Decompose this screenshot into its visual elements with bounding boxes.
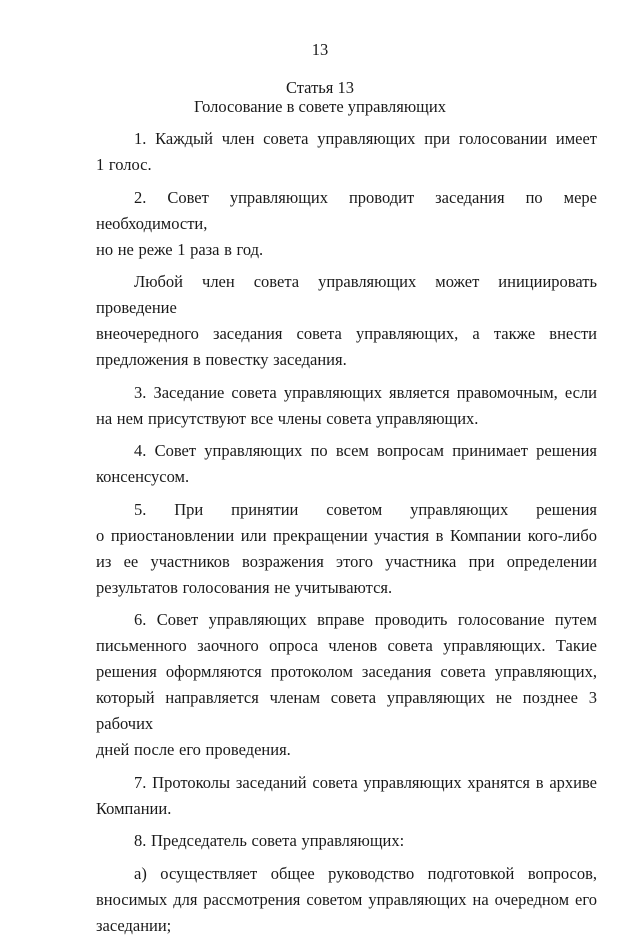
paragraph-5-line-2: о приостановлении или прекращении участия в Компании кого-либо [96, 525, 597, 545]
paragraph-2c-line-1: Любой член совета управляющих может инициировать проведение [96, 272, 597, 317]
paragraph-8-line-1: 8. Председатель совета управляющих: [134, 831, 405, 850]
paragraph-4-line-2: консенсусом. [96, 467, 190, 486]
paragraph-5 [96, 497, 597, 601]
paragraph-8 [96, 828, 597, 854]
paragraph-5-line-1: 5. При принятии советом управляющих решения [134, 499, 597, 519]
paragraph-4 [96, 438, 597, 490]
article-title: Голосование в совете управляющих [194, 97, 446, 116]
paragraph-8a-line-1: а) осуществляет общее руководство подготовкой вопросов, [134, 863, 597, 883]
paragraph-7-line-2: Компании. [96, 798, 172, 818]
article-body [96, 126, 597, 945]
paragraph-5-line-4: результатов голосования не учитываются. [96, 577, 393, 597]
paragraph-2 [96, 185, 597, 263]
paragraph-1-line-1: 1. Каждый член совета управляющих при голосовании имеет [134, 129, 597, 148]
paragraph-2c-line-3: предложения в повестку заседания. [96, 350, 347, 369]
paragraph-2-line-1: 2. Совет управляющих проводит заседания по мере необходимости, [96, 187, 597, 233]
paragraph-6-line-4: который направляется членам совета управляющих не позднее 3 рабочих [96, 688, 597, 733]
page-number: 13 [311, 40, 329, 59]
paragraph-8a [96, 861, 597, 939]
paragraph-6-line-5: дней после его проведения. [96, 740, 291, 759]
paragraph-1-line-2: 1 голос. [96, 155, 152, 174]
paragraph-1 [96, 126, 597, 178]
paragraph-6 [96, 607, 597, 763]
paragraph-4-line-1: 4. Совет управляющих по всем вопросам принимает решения [134, 441, 597, 460]
article-number: Статья 13 [285, 78, 355, 97]
paragraph-8a-line-3: заседании; [96, 915, 172, 935]
paragraph-6-line-1: 6. Совет управляющих вправе проводить голосование путем [134, 610, 597, 629]
paragraph-3-line-2: на нем присутствуют все члены совета управляющих. [96, 408, 479, 428]
paragraph-3 [96, 380, 597, 432]
paragraph-8a-line-2: вносимых для рассмотрения советом управляющих на очередном его [96, 889, 597, 909]
paragraph-6-line-3: решения оформляются протоколом заседания совета управляющих, [96, 662, 597, 681]
paragraph-7 [96, 770, 597, 822]
paragraph-3-line-1: 3. Заседание совета управляющих является правомочным, если [134, 382, 597, 402]
paragraph-5-line-3: из ее участников возражения этого участника при определении [96, 551, 597, 571]
paragraph-6-line-2: письменного заочного опроса членов совета управляющих. Такие [96, 636, 597, 655]
paragraph-2-continuation [96, 269, 597, 373]
paragraph-2-line-2: но не реже 1 раза в год. [96, 239, 264, 259]
paragraph-2c-line-2: внеочередного заседания совета управляющих, а также внести [96, 324, 597, 343]
paragraph-7-line-1: 7. Протоколы заседаний совета управляющих хранятся в архиве [134, 772, 597, 792]
